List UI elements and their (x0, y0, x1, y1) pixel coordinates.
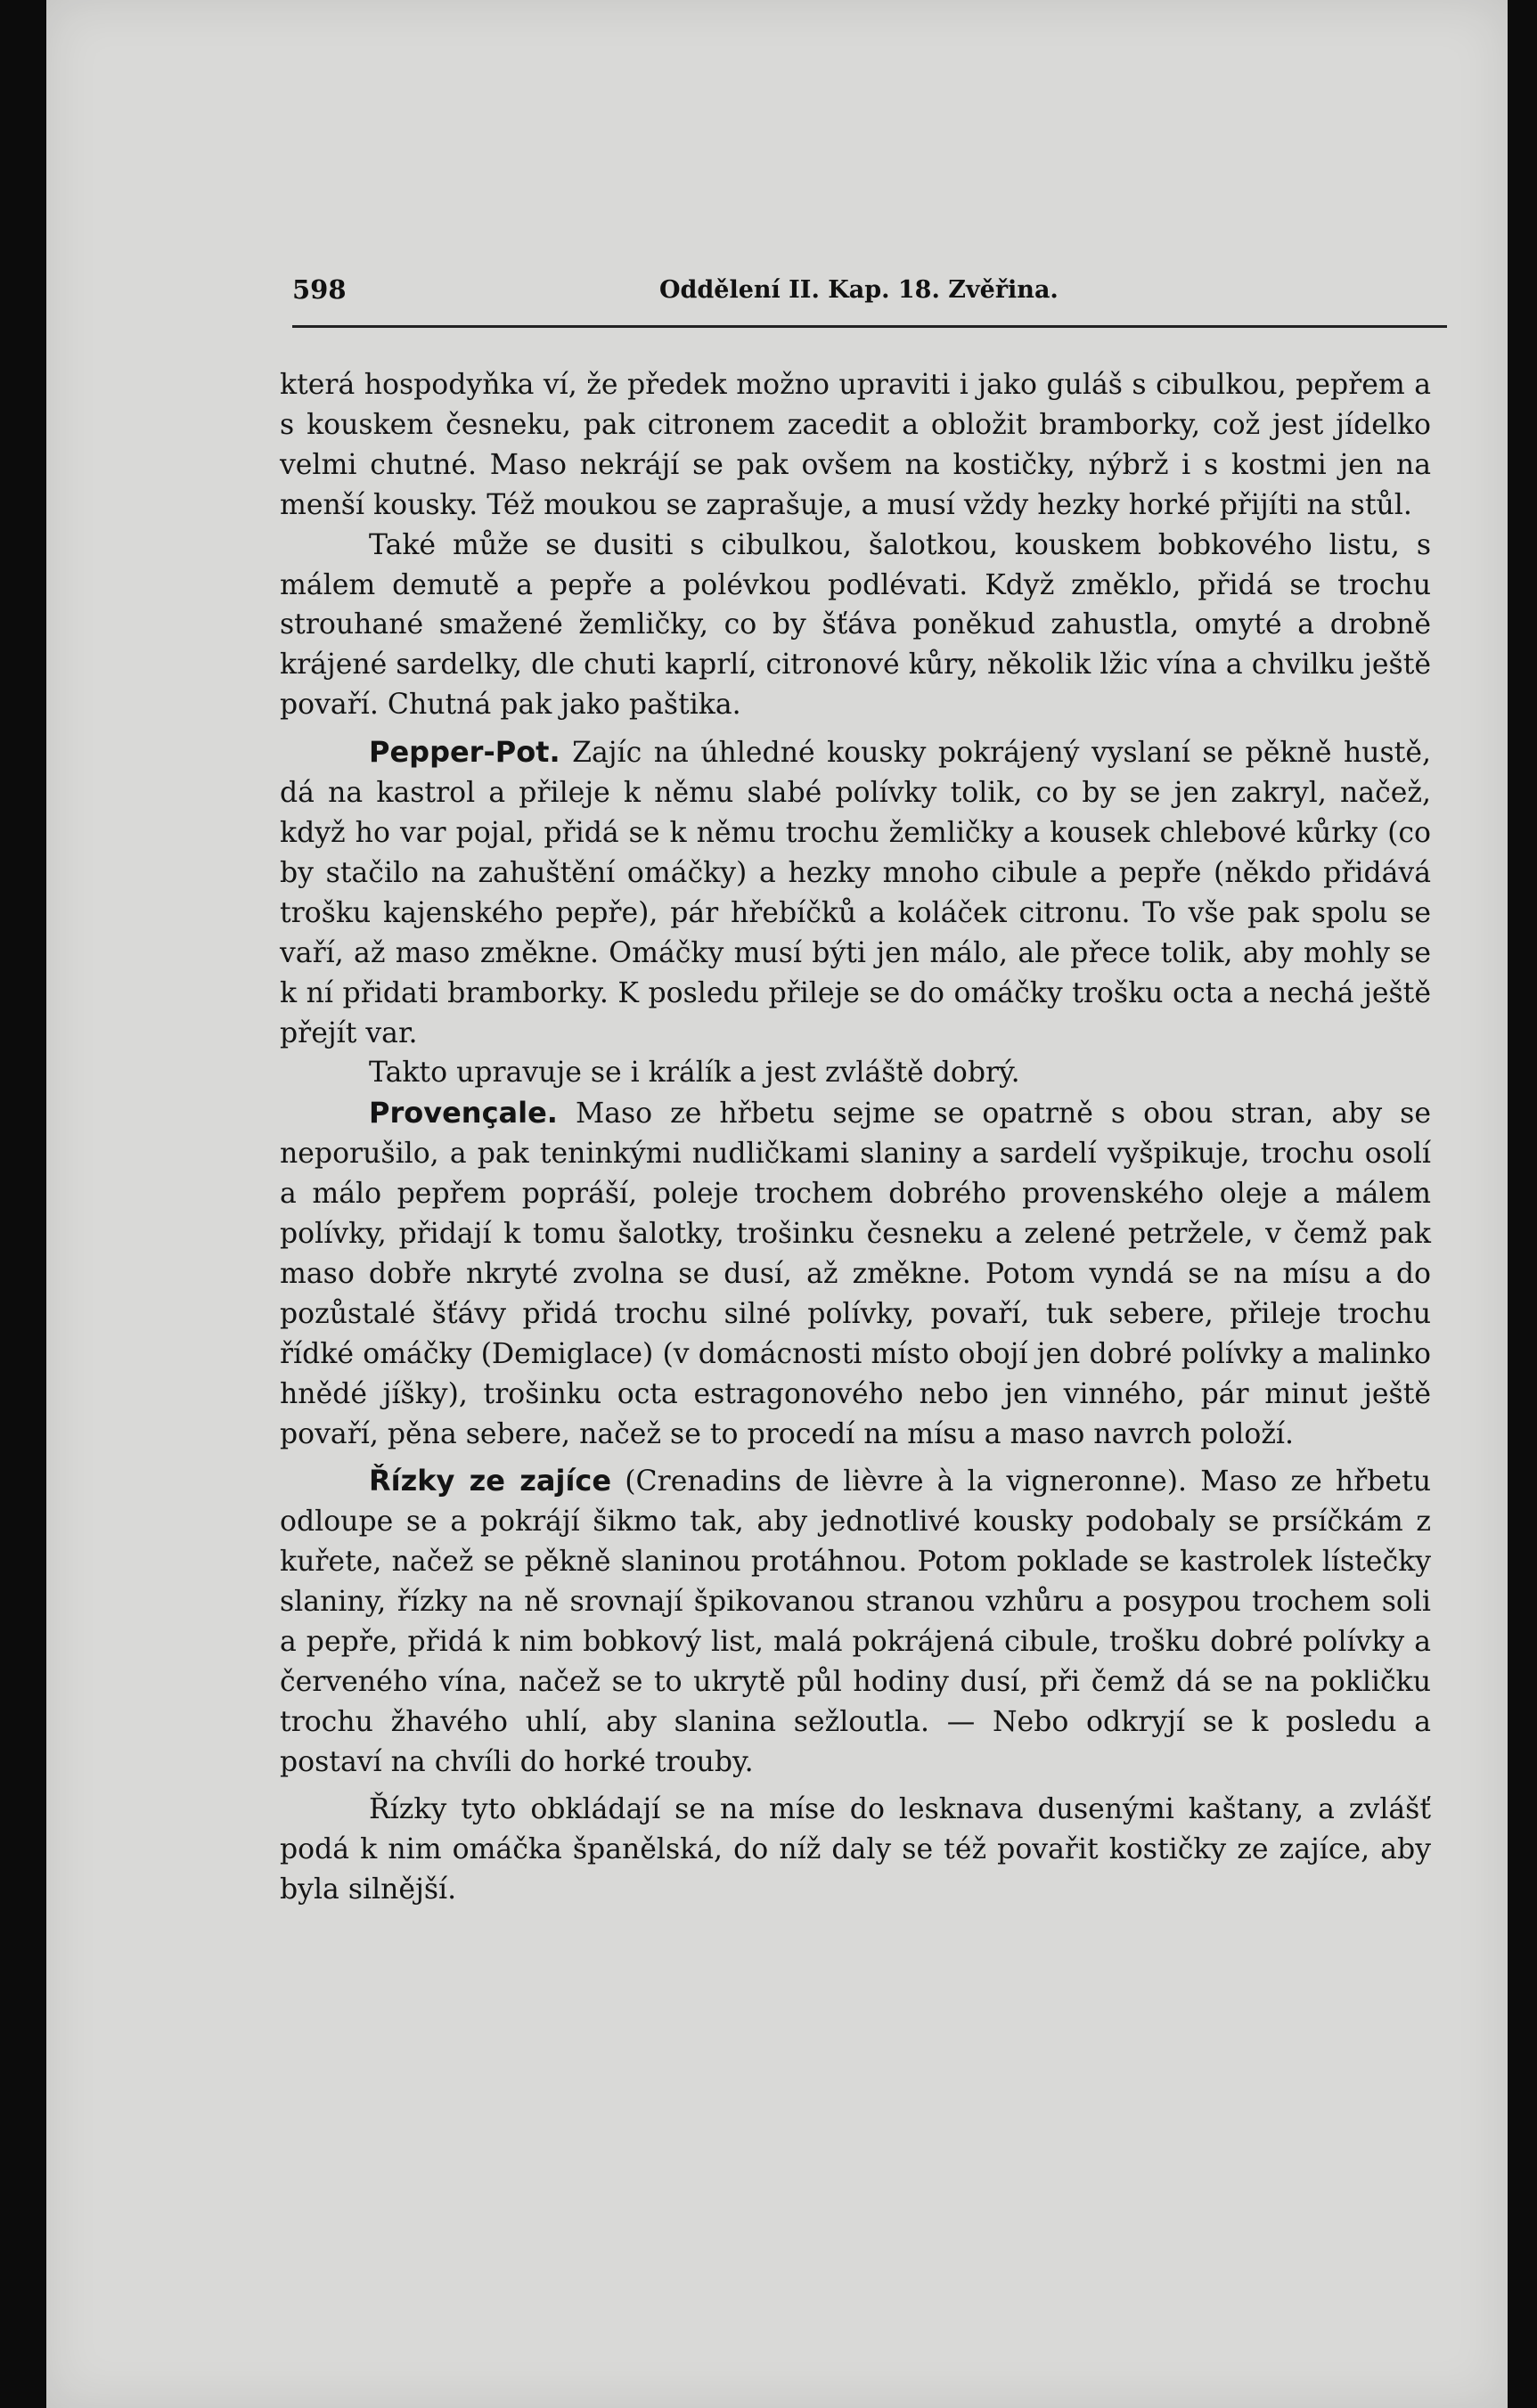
body-text (280, 365, 1431, 1909)
recipe-rizky-ze-zajice (280, 1461, 1431, 1782)
paragraph-text: Maso ze hřbetu sejme se opatrně s obou stran, aby se neporušilo, a pak teninkými nudličkami slaniny a sardelí vyšpikuje, trochu osolí a málo pepřem popráší, poleje trochem dobrého provenského oleje a málem polívky, přidají k tomu šalotky, trošinku česneku a zelené petržele, v čemž pak maso dobře nkryté zvolna se dusí, až změkne. Potom vyndá se na mísu a do pozůstalé šťávy přidá trochu silné polívky, povaří, tuk sebere, přileje trochu řídké omáčky (Demiglace) (v domácnosti místo obojí jen dobré polívky a malinko hnědé jíšky), trošinku octa estragonového nebo jen vinného, pár minut ještě povaří, pěna sebere, načež se to procedí na mísu a maso navrch položí. (280, 1098, 1431, 1450)
book-page (46, 0, 1508, 2408)
paragraph-serving (280, 1790, 1431, 1910)
recipe-title: Provençale. (369, 1096, 558, 1131)
paragraph-text: která hospodyňka ví, že předek možno upraviti i jako guláš s cibulkou, pepřem a s kouskem česneku, pak citronem zacedit a obložit bramborky, což jest jídelko velmi chutné. Maso nekrájí se pak ovšem na kostičky, nýbrž i s kostmi jen na menší kousky. Též moukou se zaprašuje, a musí vždy hezky horké přijíti na stůl. (280, 369, 1431, 521)
paragraph-dusene-variant (280, 526, 1431, 726)
page-header (292, 274, 1447, 310)
recipe-title: Pepper-Pot. (369, 735, 560, 770)
running-title: Oddělení II. Kap. 18. Zvěřina. (659, 276, 1059, 304)
paragraph-text: Také může se dusiti s cibulkou, šalotkou, kouskem bobkového listu, s málem demutě a pepře a polévkou podlévati. Když změklo, přidá se trochu strouhané smažené žemličky, co by šťáva poněkud zahustla, omyté a drobně krájené sardelky, dle chuti kaprlí, citronové kůry, několik lžic vína a chvilku ještě povaří. Chutná pak jako paštika. (280, 528, 1431, 722)
recipe-title: Řízky ze zajíce (369, 1464, 612, 1498)
recipe-pepper-pot (280, 732, 1431, 1053)
paragraph-continued (280, 365, 1431, 526)
header-rule (292, 325, 1447, 328)
paragraph-text: Zajíc na úhledné kousky pokrájený vyslaní se pěkně hustě, dá na kastrol a přileje k němu slabé polívky tolik, co by se jen zakryl, načež, když ho var pojal, přidá se k němu trochu žemličky a kousek chlebové kůrky (co by stačilo na zahuštění omáčky) a hezky mnoho cibule a pepře (někdo přidává trošku kajenského pepře), pár hřebíčků a koláček citronu. To vše pak spolu se vaří, až maso změkne. Omáčky musí býti jen málo, ale přece tolik, aby mohly se k ní přidati bramborky. K posledu přileje se do omáčky trošku octa a nechá ještě přejít var. (280, 737, 1431, 1049)
paragraph-text: Řízky tyto obkládají se na míse do lesknava dusenými kaštany, a zvlášť podá k nim omáčka španělská, do níž daly se též povařit kostičky ze zajíce, aby byla silnější. (280, 1792, 1431, 1906)
paragraph-text: Takto upravuje se i králík a jest zvláště dobrý. (369, 1057, 1020, 1090)
paragraph-text: (Crenadins de lièvre à la vigneronne). Maso ze hřbetu odloupe se a pokrájí šikmo tak, aby jednotlivé kousky podobaly se prsíčkám z kuřete, načež se pěkně slaninou protáhnou. Potom poklade se kastrolek lístečky slaniny, řízky na ně srovnají špikovanou stranou vzhůru a posypou trochem soli a pepře, přidá k nim bobkový list, malá pokrájená cibule, trošku dobré polívky a červeného vína, načež se to ukrytě půl hodiny dusí, při čemž dá se na pokličku trochu žhavého uhlí, aby slanina sežloutla. — Nebo odkryjí se k posledu a postaví na chvíli do horké trouby. (280, 1465, 1432, 1778)
paragraph-kralik-note (280, 1053, 1431, 1093)
recipe-provencale (280, 1093, 1431, 1454)
page-number: 598 (292, 274, 347, 305)
